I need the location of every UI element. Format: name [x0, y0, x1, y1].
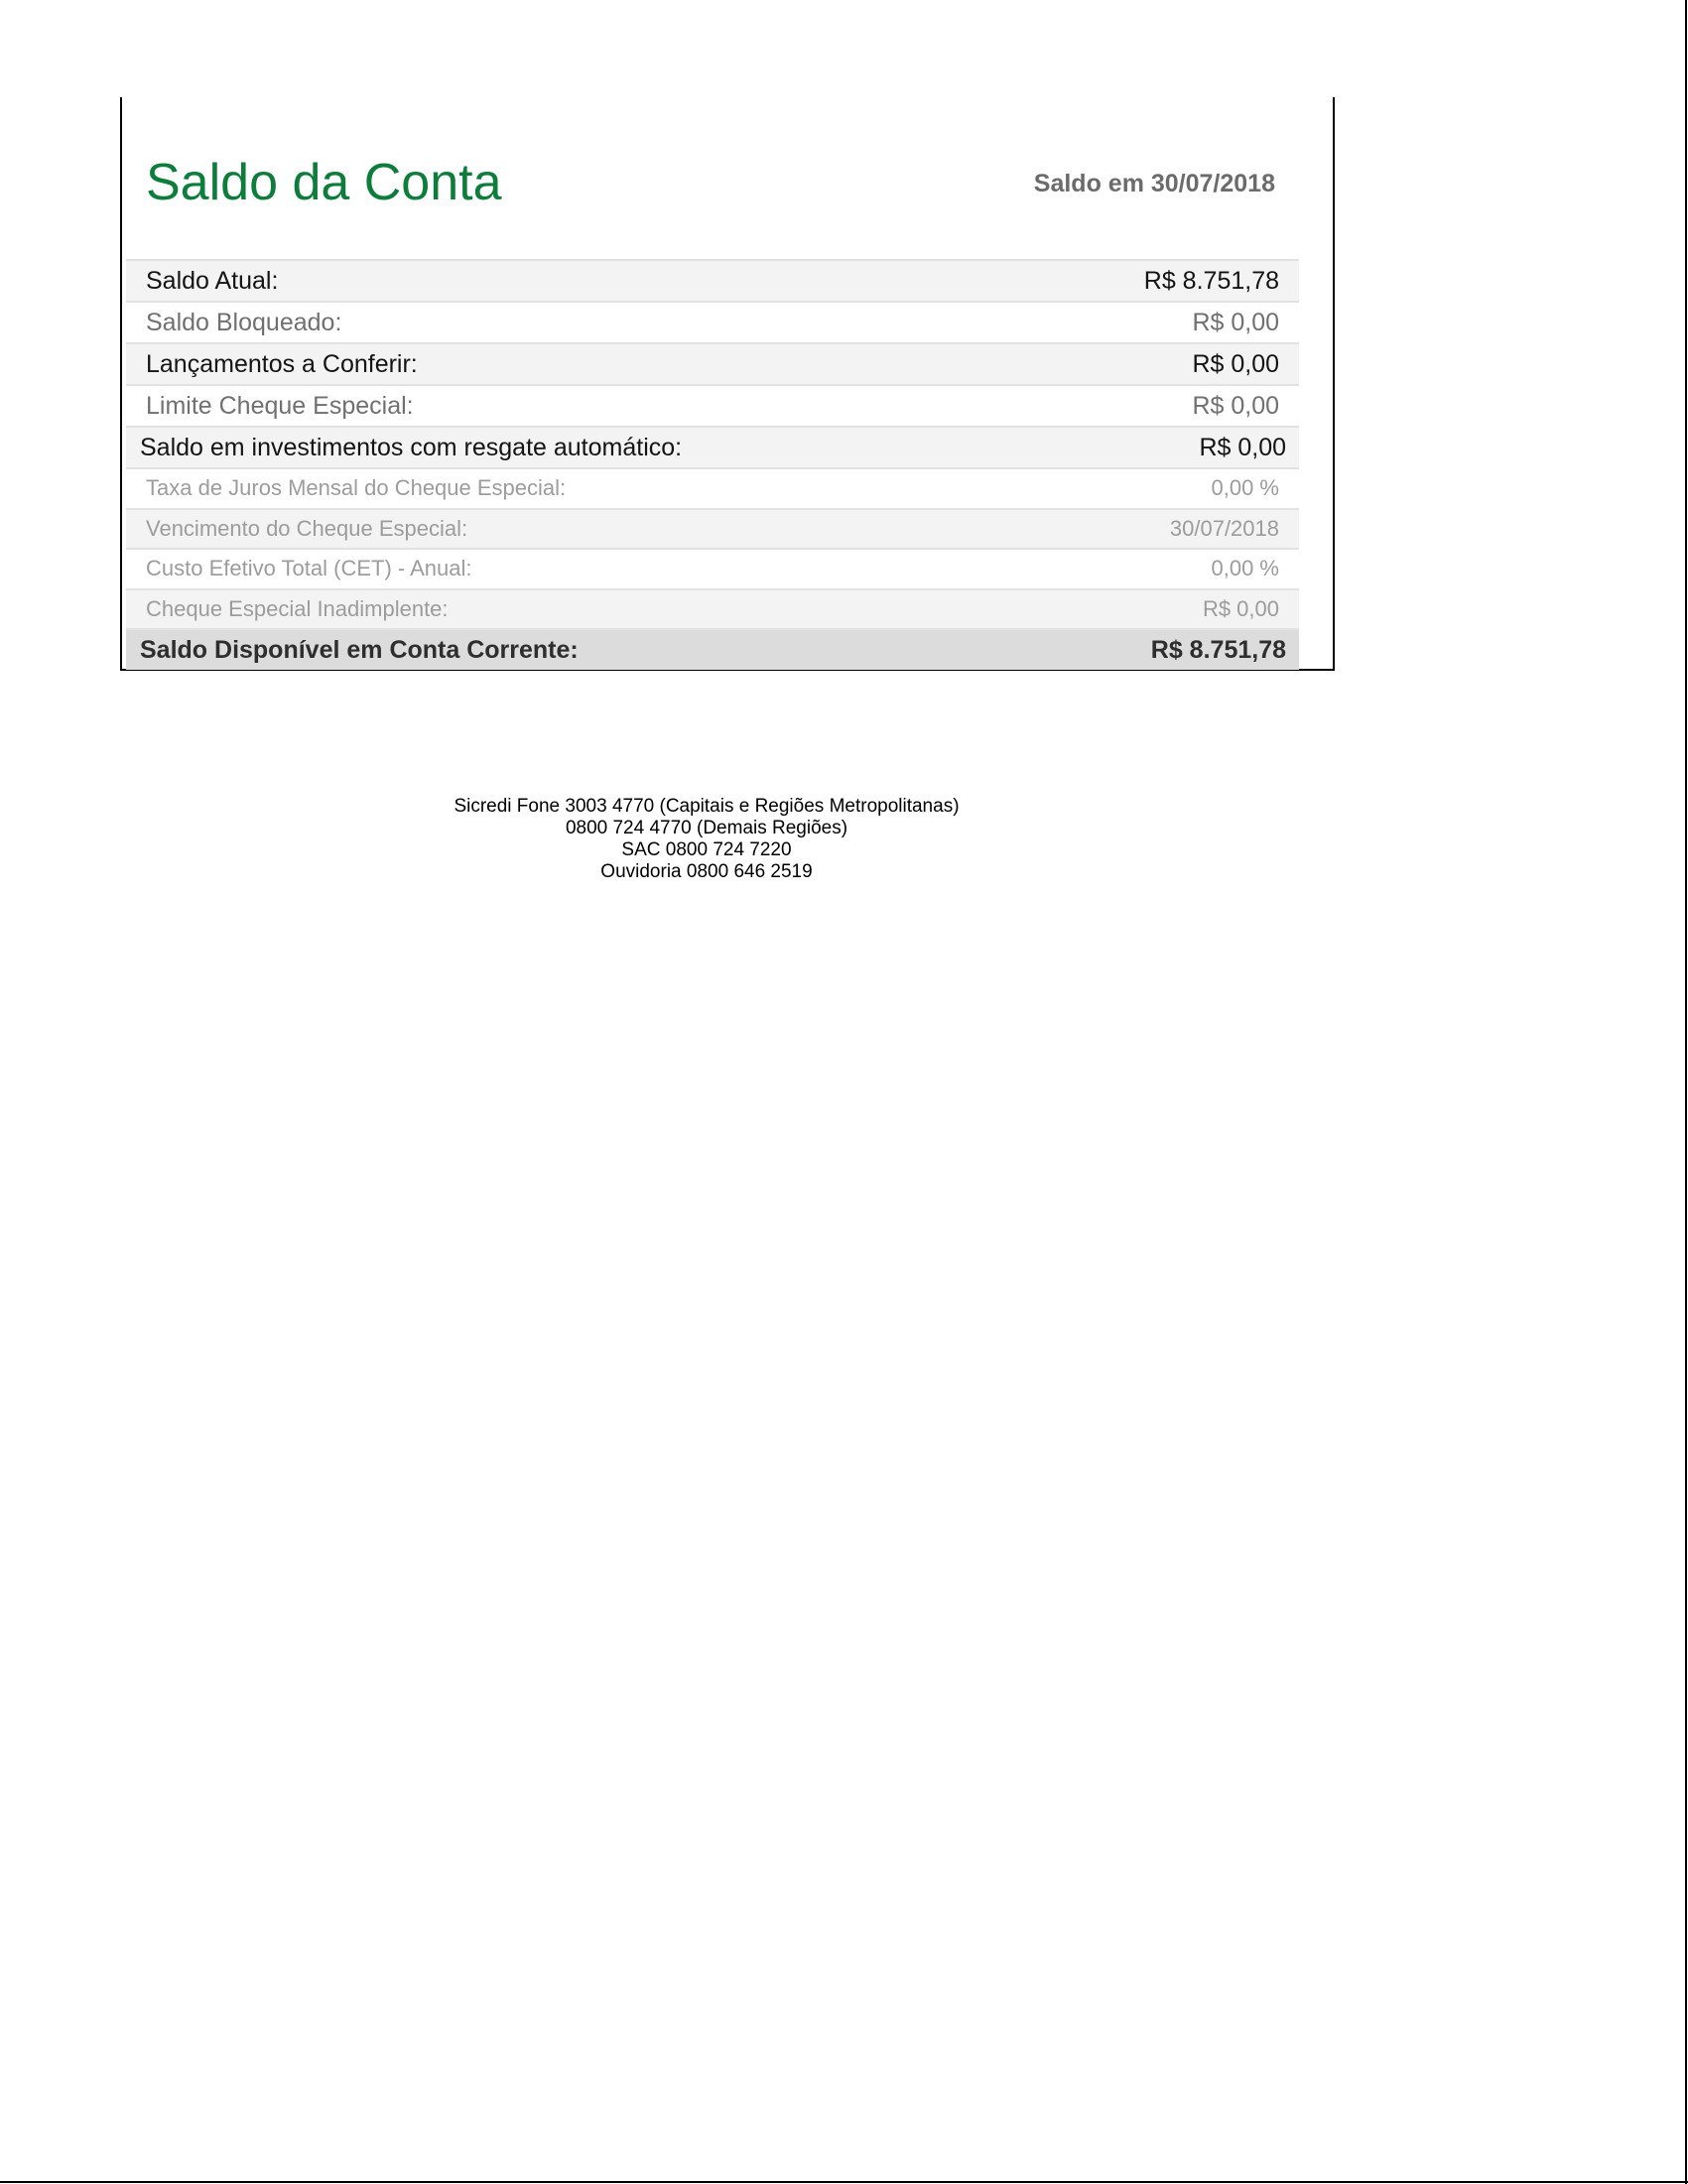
row-investimentos-resgate-automatico	[126, 426, 1299, 467]
row-lancamentos-a-conferir	[126, 342, 1299, 384]
balance-list	[126, 259, 1299, 670]
row-value: 0,00 %	[1211, 475, 1279, 501]
row-label: Vencimento do Cheque Especial:	[146, 515, 468, 541]
contact-footer	[357, 796, 1056, 883]
row-value: R$ 8.751,78	[1143, 266, 1279, 295]
footer-line-sicredi-fone: Sicredi Fone 3003 4770 (Capitais e Regiões Metropolitanas)	[454, 796, 960, 817]
row-label: Cheque Especial Inadimplente:	[146, 595, 449, 621]
row-label: Taxa de Juros Mensal do Cheque Especial:	[146, 475, 567, 501]
page-edge-bottom	[0, 2181, 1688, 2183]
account-balance-panel	[120, 97, 1335, 671]
row-taxa-juros-mensal	[126, 467, 1299, 508]
row-value: 30/07/2018	[1169, 515, 1279, 541]
row-label: Limite Cheque Especial:	[146, 391, 414, 420]
row-cheque-especial-inadimplente	[126, 588, 1299, 629]
row-limite-cheque-especial	[126, 384, 1299, 426]
footer-line-sac: SAC 0800 724 7220	[621, 839, 792, 860]
row-label: Saldo Disponível em Conta Corrente:	[140, 635, 579, 664]
row-saldo-atual	[126, 259, 1299, 301]
row-custo-efetivo-total	[126, 548, 1299, 588]
page-title: Saldo da Conta	[146, 154, 502, 211]
row-label: Saldo em investimentos com resgate automático:	[140, 433, 683, 461]
row-vencimento-cheque-especial	[126, 508, 1299, 549]
row-value: R$ 0,00	[1192, 349, 1279, 378]
row-value: R$ 8.751,78	[1150, 635, 1286, 664]
row-saldo-disponivel	[126, 628, 1299, 670]
footer-line-ouvidoria: Ouvidoria 0800 646 2519	[600, 861, 813, 882]
row-label: Saldo Atual:	[146, 266, 279, 295]
page-edge-right	[1685, 0, 1687, 2184]
row-saldo-bloqueado	[126, 301, 1299, 342]
row-value: 0,00 %	[1211, 556, 1279, 581]
row-value: R$ 0,00	[1202, 595, 1279, 621]
row-label: Custo Efetivo Total (CET) - Anual:	[146, 556, 472, 581]
footer-line-demais-regioes: 0800 724 4770 (Demais Regiões)	[565, 818, 848, 838]
row-value: R$ 0,00	[1199, 433, 1286, 461]
row-label: Saldo Bloqueado:	[146, 308, 342, 336]
row-label: Lançamentos a Conferir:	[146, 349, 418, 378]
balance-date: Saldo em 30/07/2018	[1033, 170, 1275, 197]
row-value: R$ 0,00	[1192, 308, 1279, 336]
row-value: R$ 0,00	[1192, 391, 1279, 420]
